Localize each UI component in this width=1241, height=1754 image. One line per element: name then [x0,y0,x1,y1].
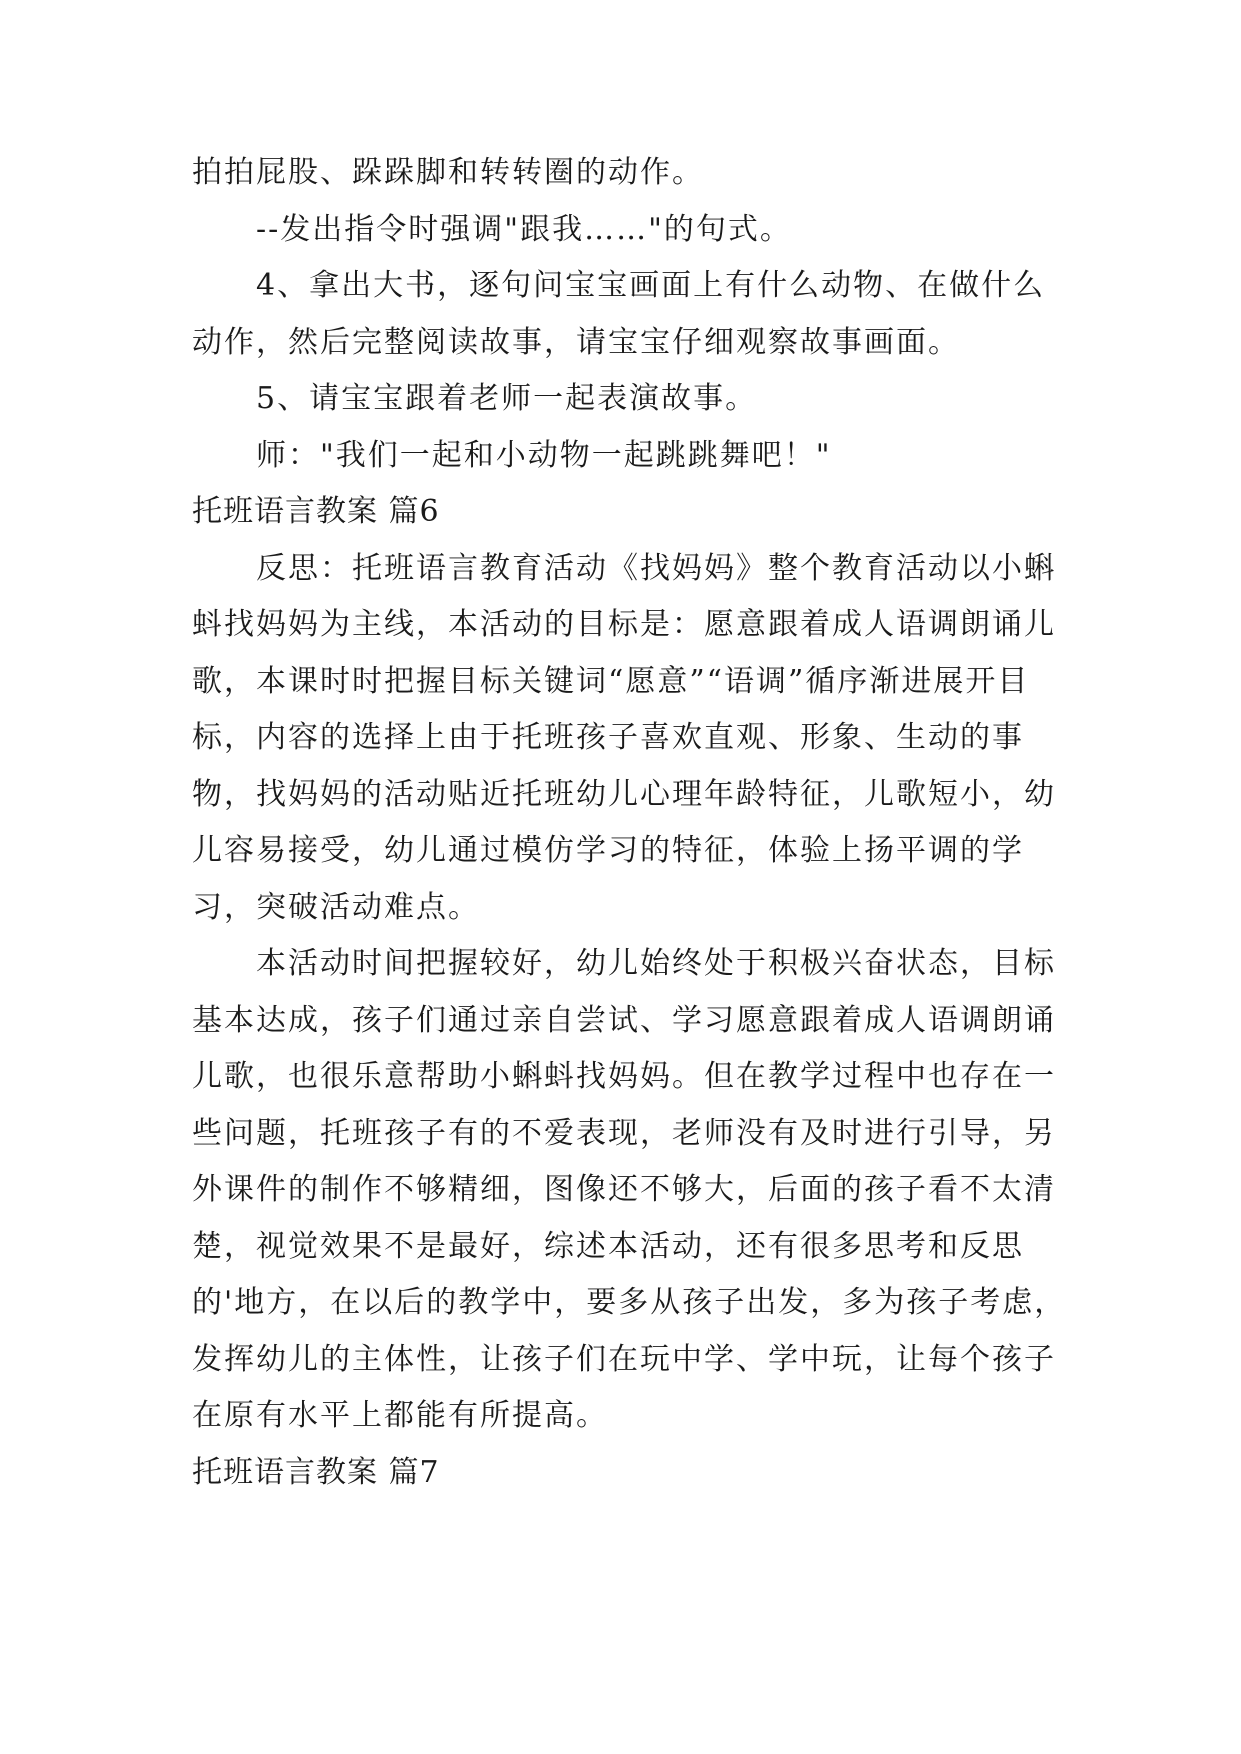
paragraph-step-5: 5、请宝宝跟着老师一起表演故事。 [256,381,758,416]
paragraph-step-4: 4、拿出大书，逐句问宝宝画面上有什么动物、在做什么动作，然后完整阅读故事，请宝宝仔细观察故事画面。 [192,268,1046,360]
paragraph-teacher-line: 师："我们一起和小动物一起跳跳舞吧！" [256,437,832,473]
paragraph-evaluation: 本活动时间把握较好，幼儿始终处于积极兴奋状态，目标基本达成，孩子们通过亲自尝试、学习愿意跟着成人语调朗诵儿歌，也很乐意帮助小蝌蚪找妈妈。但在教学过程中也存在一些问题，托班孩子有的不爱表现，老师没有及时进行引导，另外课件的制作不够精细，图像还不够大，后面的孩子看不太清楚，视觉效果不是最好，综述本活动，还有很多思考和反思的'地方，在以后的教学中，要多从孩子出发，多为孩子考虑，发挥幼儿的主体性，让孩子们在玩中学、学中玩，让每个孩子在原有水平上都能有所提高。 [192,946,1067,1433]
section-heading-7: 托班语言教案 篇7 [192,1454,440,1490]
paragraph-continuation: 拍拍屁股、跺跺脚和转转圈的动作。 [192,155,704,190]
section-heading-6: 托班语言教案 篇6 [192,494,440,529]
paragraph-reflection: 反思：托班语言教育活动《找妈妈》整个教育活动以小蝌蚪找妈妈为主线，本活动的目标是：愿意跟着成人语调朗诵儿歌，本课时时把握目标关键词“愿意”“语调”循序渐进展开目标，内容的选择上由于托班孩子喜欢直观、形象、生动的事物，找妈妈的活动贴近托班幼儿心理年龄特征，儿歌短小，幼儿容易接受，幼儿通过模仿学习的特征，体验上扬平调的学习，突破活动难点。 [192,550,1056,925]
document-page [192,145,1072,1501]
paragraph-instruction-note: --发出指令时强调"跟我……"的句式。 [256,211,792,247]
